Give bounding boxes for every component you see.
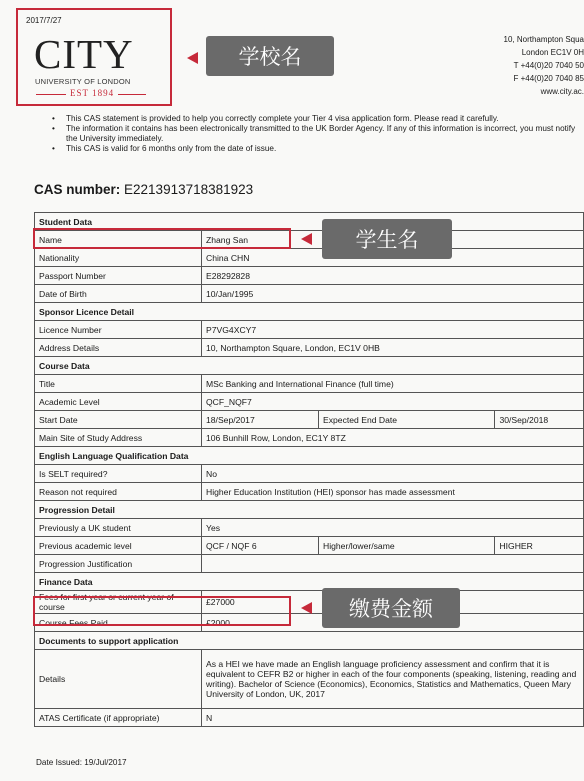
university-logo-subtitle: UNIVERSITY OF LONDON: [35, 77, 131, 86]
details-label: Details: [35, 650, 202, 709]
student-name-highlight: [33, 228, 291, 249]
dob-value: 10/Jan/1995: [202, 285, 584, 303]
site-value: 106 Bunhill Row, London, EC1Y 8TZ: [202, 429, 584, 447]
dob-label: Date of Birth: [35, 285, 202, 303]
section-sponsor: Sponsor Licence Detail: [35, 303, 584, 321]
nationality-label: Nationality: [35, 249, 202, 267]
logo-rule-left: [36, 94, 66, 95]
address-value: 10, Northampton Square, London, EC1V 0HB: [202, 339, 584, 357]
section-english: English Language Qualification Data: [35, 447, 584, 465]
phone-line: T +44(0)20 7040 50: [513, 61, 584, 70]
arrow-left-icon: [187, 52, 198, 64]
note-item: • The information it contains has been electronically transmitted to the UK Border Agency. If any of this information is incorrect, you must notify the University immediately.: [46, 124, 584, 144]
arrow-left-icon: [301, 602, 312, 614]
cas-notes: [46, 114, 584, 154]
nationality-value: China CHN: [202, 249, 584, 267]
prev-level-label: Previous academic level: [35, 537, 202, 555]
cas-data-table: [34, 212, 584, 727]
end-date: 30/Sep/2018: [495, 411, 584, 429]
university-logo: CITY: [34, 31, 134, 77]
name-label: Name: [35, 231, 202, 249]
note-item: • This CAS is valid for 6 months only from the date of issue.: [46, 144, 584, 154]
justification-value: [202, 555, 584, 573]
date-issued: Date Issued: 19/Jul/2017: [36, 758, 127, 767]
reason-label: Reason not required: [35, 483, 202, 501]
student-name: Zhang San: [202, 231, 584, 249]
paid-value: £2000: [202, 614, 584, 632]
details-value: As a HEI we have made an English language proficiency assessment and confirm that it is equivalent to CEFR B2 or higher in each of the four components (speaking, listening, reading and writing). Bachelor of Science (Economics), Economics, Statistics and Mathematics, Queen Mary University of London, UK, 2017: [202, 650, 584, 709]
website-line: www.city.ac.: [540, 87, 584, 96]
atas-value: N: [202, 709, 584, 727]
section-course: Course Data: [35, 357, 584, 375]
atas-label: ATAS Certificate (if appropriate): [35, 709, 202, 727]
section-progression: Progression Detail: [35, 501, 584, 519]
university-logo-est: EST 1894: [70, 88, 115, 98]
fax-line: F +44(0)20 7040 85: [513, 74, 584, 83]
paid-label: Course Fees Paid: [35, 614, 202, 632]
level-label: Academic Level: [35, 393, 202, 411]
academic-level: QCF_NQF7: [202, 393, 584, 411]
cas-number-label: CAS number:: [34, 182, 121, 197]
section-finance: Finance Data: [35, 573, 584, 591]
start-label: Start Date: [35, 411, 202, 429]
fees-value: £27000: [202, 591, 584, 614]
passport-label: Passport Number: [35, 267, 202, 285]
selt-label: Is SELT required?: [35, 465, 202, 483]
course-title: MSc Banking and International Finance (full time): [202, 375, 584, 393]
document-date: 2017/7/27: [26, 16, 62, 25]
fees-highlight: [33, 596, 291, 626]
note-item: • This CAS statement is provided to help you correctly complete your Tier 4 visa application form. Please read it carefully.: [46, 114, 584, 124]
address-line: 10, Northampton Squa: [503, 35, 584, 44]
prev-level-value: QCF / NQF 6: [202, 537, 319, 555]
passport-value: E28292828: [202, 267, 584, 285]
prev-uk-label: Previously a UK student: [35, 519, 202, 537]
reason-value: Higher Education Institution (HEI) sponsor has made assessment: [202, 483, 584, 501]
end-label: Expected End Date: [319, 411, 495, 429]
hls-label: Higher/lower/same: [319, 537, 495, 555]
licence-label: Licence Number: [35, 321, 202, 339]
licence-value: P7VG4XCY7: [202, 321, 584, 339]
fees-tag: 缴费金额: [322, 588, 460, 628]
site-label: Main Site of Study Address: [35, 429, 202, 447]
cas-number: [34, 182, 253, 197]
school-name-tag: 学校名: [206, 36, 334, 76]
cas-number-value: E2213913718381923: [124, 182, 254, 197]
title-label: Title: [35, 375, 202, 393]
section-student-data: Student Data: [35, 213, 584, 231]
address-line: London EC1V 0H: [521, 48, 584, 57]
student-name-tag: 学生名: [322, 219, 452, 259]
address-label: Address Details: [35, 339, 202, 357]
prev-uk-value: Yes: [202, 519, 584, 537]
hls-value: HIGHER: [495, 537, 584, 555]
university-address: [504, 33, 584, 98]
section-documents: Documents to support application: [35, 632, 584, 650]
justification-label: Progression Justification: [35, 555, 202, 573]
fees-label: Fees for first year or current year of course: [35, 591, 202, 614]
logo-rule-right: [118, 94, 146, 95]
selt-value: No: [202, 465, 584, 483]
arrow-left-icon: [301, 233, 312, 245]
start-date: 18/Sep/2017: [202, 411, 319, 429]
